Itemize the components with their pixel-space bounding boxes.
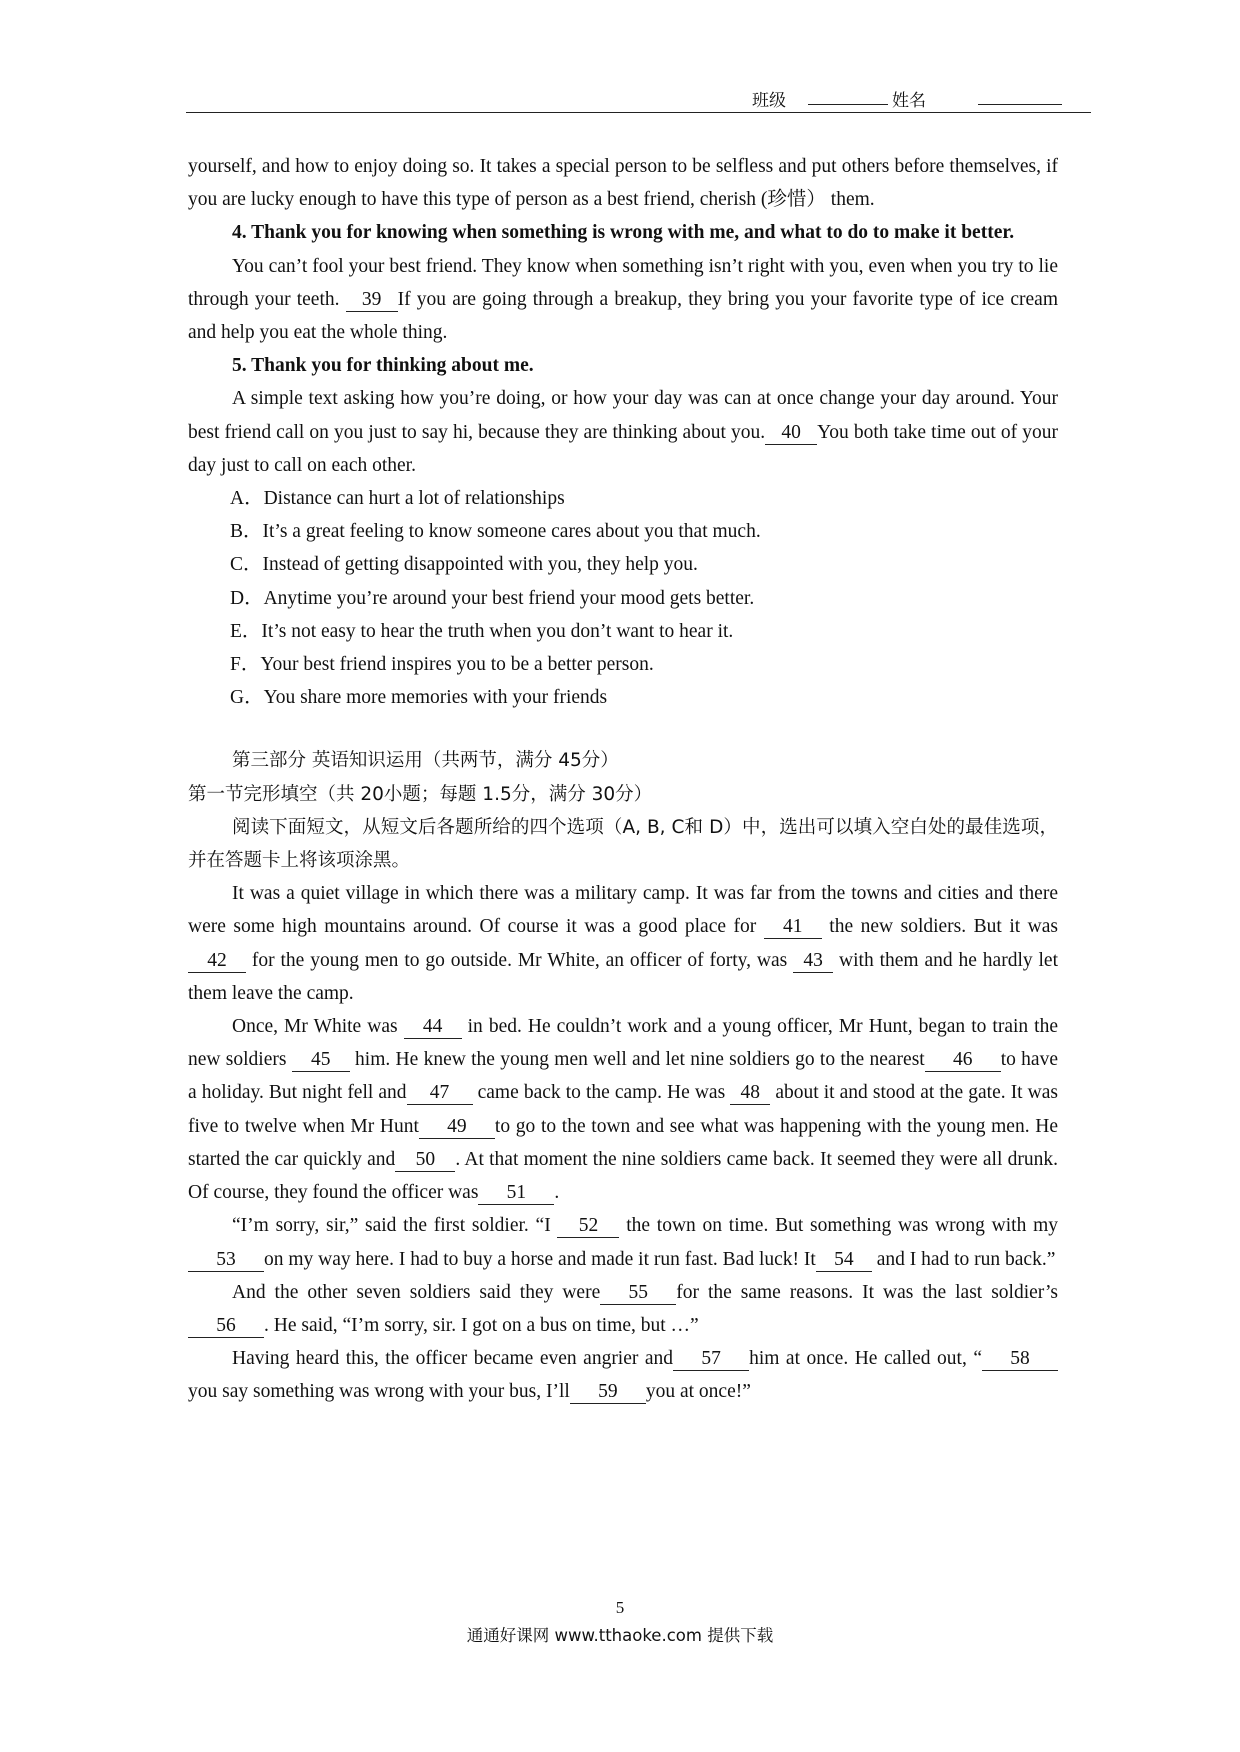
blank-43: 43 xyxy=(793,950,833,973)
cloze-text: to have a holiday. But night fell and xyxy=(188,1049,1058,1104)
paragraph-4-text-b: If you are going through a breakup, they bring you your favorite type of ice cream and help you eat the whole thing. xyxy=(188,288,1058,344)
class-blank xyxy=(808,86,888,105)
page-header xyxy=(186,86,1091,114)
option-f: F．Your best friend inspires you to be a better person. xyxy=(230,654,654,676)
class-label: 班级 xyxy=(752,91,786,111)
paragraph-5-text-b: You both take time out of your day just to call on each other. xyxy=(188,421,1058,476)
cloze-text: the town on time. But something was wrong with my xyxy=(619,1215,1059,1237)
cloze-paragraph-5 xyxy=(188,1342,1058,1408)
cloze-text: him at once. He called out, “ xyxy=(749,1348,982,1370)
cloze-text: . At that moment the nine soldiers came back. It seemed they were all drunk. Of course, they found the officer was xyxy=(188,1148,1059,1204)
cloze-text: on my way here. I had to buy a horse and made it run fast. Bad luck! It xyxy=(264,1248,816,1270)
blank-44: 44 xyxy=(404,1016,462,1039)
blank-45: 45 xyxy=(292,1049,350,1072)
cloze-text: Once, Mr White was xyxy=(232,1016,404,1038)
page-number: 5 xyxy=(615,1598,625,1617)
name-blank xyxy=(978,86,1062,105)
paragraph-4 xyxy=(188,250,1058,350)
blank-50: 50 xyxy=(395,1149,455,1172)
cloze-text: for the young men to go outside. Mr White, an officer of forty, was xyxy=(246,949,794,971)
heading-5: 5. Thank you for thinking about me. xyxy=(232,355,534,377)
blank-54: 54 xyxy=(816,1249,872,1272)
cloze-text: And the other seven soldiers said they were xyxy=(232,1281,601,1303)
blank-52: 52 xyxy=(557,1215,619,1238)
cloze-paragraph-4 xyxy=(188,1276,1058,1342)
blank-40: 40 xyxy=(765,422,817,445)
cloze-text: “I’m sorry, sir,” said the first soldier. “I xyxy=(232,1215,558,1237)
header-rule xyxy=(186,112,1091,113)
paragraph-continued: yourself, and how to enjoy doing so. It takes a special person to be selfless and put others before themselves, if you are lucky enough to have this type of person as a best friend, cherish (珍惜） them. xyxy=(188,156,1058,211)
paragraph-5-text-a: A simple text asking how you’re doing, or how your day was can at once change your day around. Your best friend call on you just to say hi, because they are thinking about you. xyxy=(188,388,1058,443)
section-spacer xyxy=(188,714,1058,744)
cloze-text: came back to the camp. He was xyxy=(472,1082,731,1104)
cloze-text: him. He knew the young men well and let nine soldiers go to the nearest xyxy=(349,1049,925,1071)
option-c: C．Instead of getting disappointed with you, they help you. xyxy=(230,554,698,576)
option-d: D．Anytime you’re around your best friend your mood gets better. xyxy=(230,587,755,609)
cloze-text: you at once!” xyxy=(645,1381,751,1403)
page-body xyxy=(188,150,1058,1409)
blank-49: 49 xyxy=(419,1116,495,1139)
heading-4: 4. Thank you for knowing when something is wrong with me, and what to do to make it better. xyxy=(232,222,1015,244)
cloze-text: and I had to run back.” xyxy=(871,1248,1056,1270)
blank-53: 53 xyxy=(188,1249,264,1272)
blank-39: 39 xyxy=(346,289,398,312)
blank-41: 41 xyxy=(764,916,822,939)
cloze-text: you say something was wrong with your bus, I’ll xyxy=(188,1381,570,1403)
blank-56: 56 xyxy=(188,1315,264,1338)
page-footer xyxy=(0,1598,1240,1646)
cloze-paragraph-1 xyxy=(188,877,1058,1010)
cloze-text: . He said, “I’m sorry, sir. I got on a bus on time, but …” xyxy=(264,1314,699,1336)
blank-58: 58 xyxy=(982,1348,1058,1371)
source-credit: 通通好课网 www.tthaoke.com 提供下载 xyxy=(466,1626,774,1645)
option-g: G．You share more memories with your friends xyxy=(230,687,608,709)
cloze-text: Having heard this, the officer became even angrier and xyxy=(232,1348,674,1370)
blank-51: 51 xyxy=(478,1182,554,1205)
paragraph-4-text-a: You can’t fool your best friend. They know when something isn’t right with you, even when you try to lie through your teeth. xyxy=(188,255,1058,310)
cloze-text: about it and stood at the gate. It was five to twelve when Mr Hunt xyxy=(188,1082,1059,1137)
blank-42: 42 xyxy=(188,950,246,973)
cloze-text: in bed. He couldn’t work and a young officer, Mr Hunt, began to train the new soldiers xyxy=(188,1016,1058,1071)
cloze-text: It was a quiet village in which there was a military camp. It was far from the towns and cities and there were some high mountains around. Of course it was a good place for xyxy=(188,883,1058,938)
cloze-text: the new soldiers. But it was xyxy=(821,916,1059,938)
cloze-text: with them and he hardly let them leave the camp. xyxy=(188,949,1058,1004)
blank-47: 47 xyxy=(407,1082,473,1105)
blank-46: 46 xyxy=(925,1049,1001,1072)
option-b: B．It’s a great feeling to know someone cares about you that much. xyxy=(230,521,761,543)
cloze-paragraph-2 xyxy=(188,1010,1058,1209)
name-label: 姓名 xyxy=(892,91,926,111)
option-a: A．Distance can hurt a lot of relationships xyxy=(230,488,565,510)
cloze-text: . xyxy=(554,1182,560,1204)
blank-48: 48 xyxy=(730,1082,770,1105)
paragraph-5 xyxy=(188,382,1058,482)
cloze-paragraph-3 xyxy=(188,1209,1058,1275)
section1-title: 第一节完形填空（共 20小题；每题 1.5分，满分 30分） xyxy=(188,783,653,805)
part3-title: 第三部分 英语知识运用（共两节，满分 45分） xyxy=(232,750,619,772)
blank-55: 55 xyxy=(600,1282,676,1305)
blank-57: 57 xyxy=(673,1348,749,1371)
instructions: 阅读下面短文，从短文后各题所给的四个选项（A, B, C和 D）中，选出可以填入空白处的最佳选项，并在答题卡上将该项涂黑。 xyxy=(188,816,1058,872)
option-e: E．It’s not easy to hear the truth when you don’t want to hear it. xyxy=(230,620,734,642)
blank-59: 59 xyxy=(570,1381,646,1404)
cloze-text: for the same reasons. It was the last soldier’s xyxy=(676,1281,1058,1303)
cloze-text: to go to the town and see what was happening with the young men. He started the car quickly and xyxy=(188,1115,1058,1170)
